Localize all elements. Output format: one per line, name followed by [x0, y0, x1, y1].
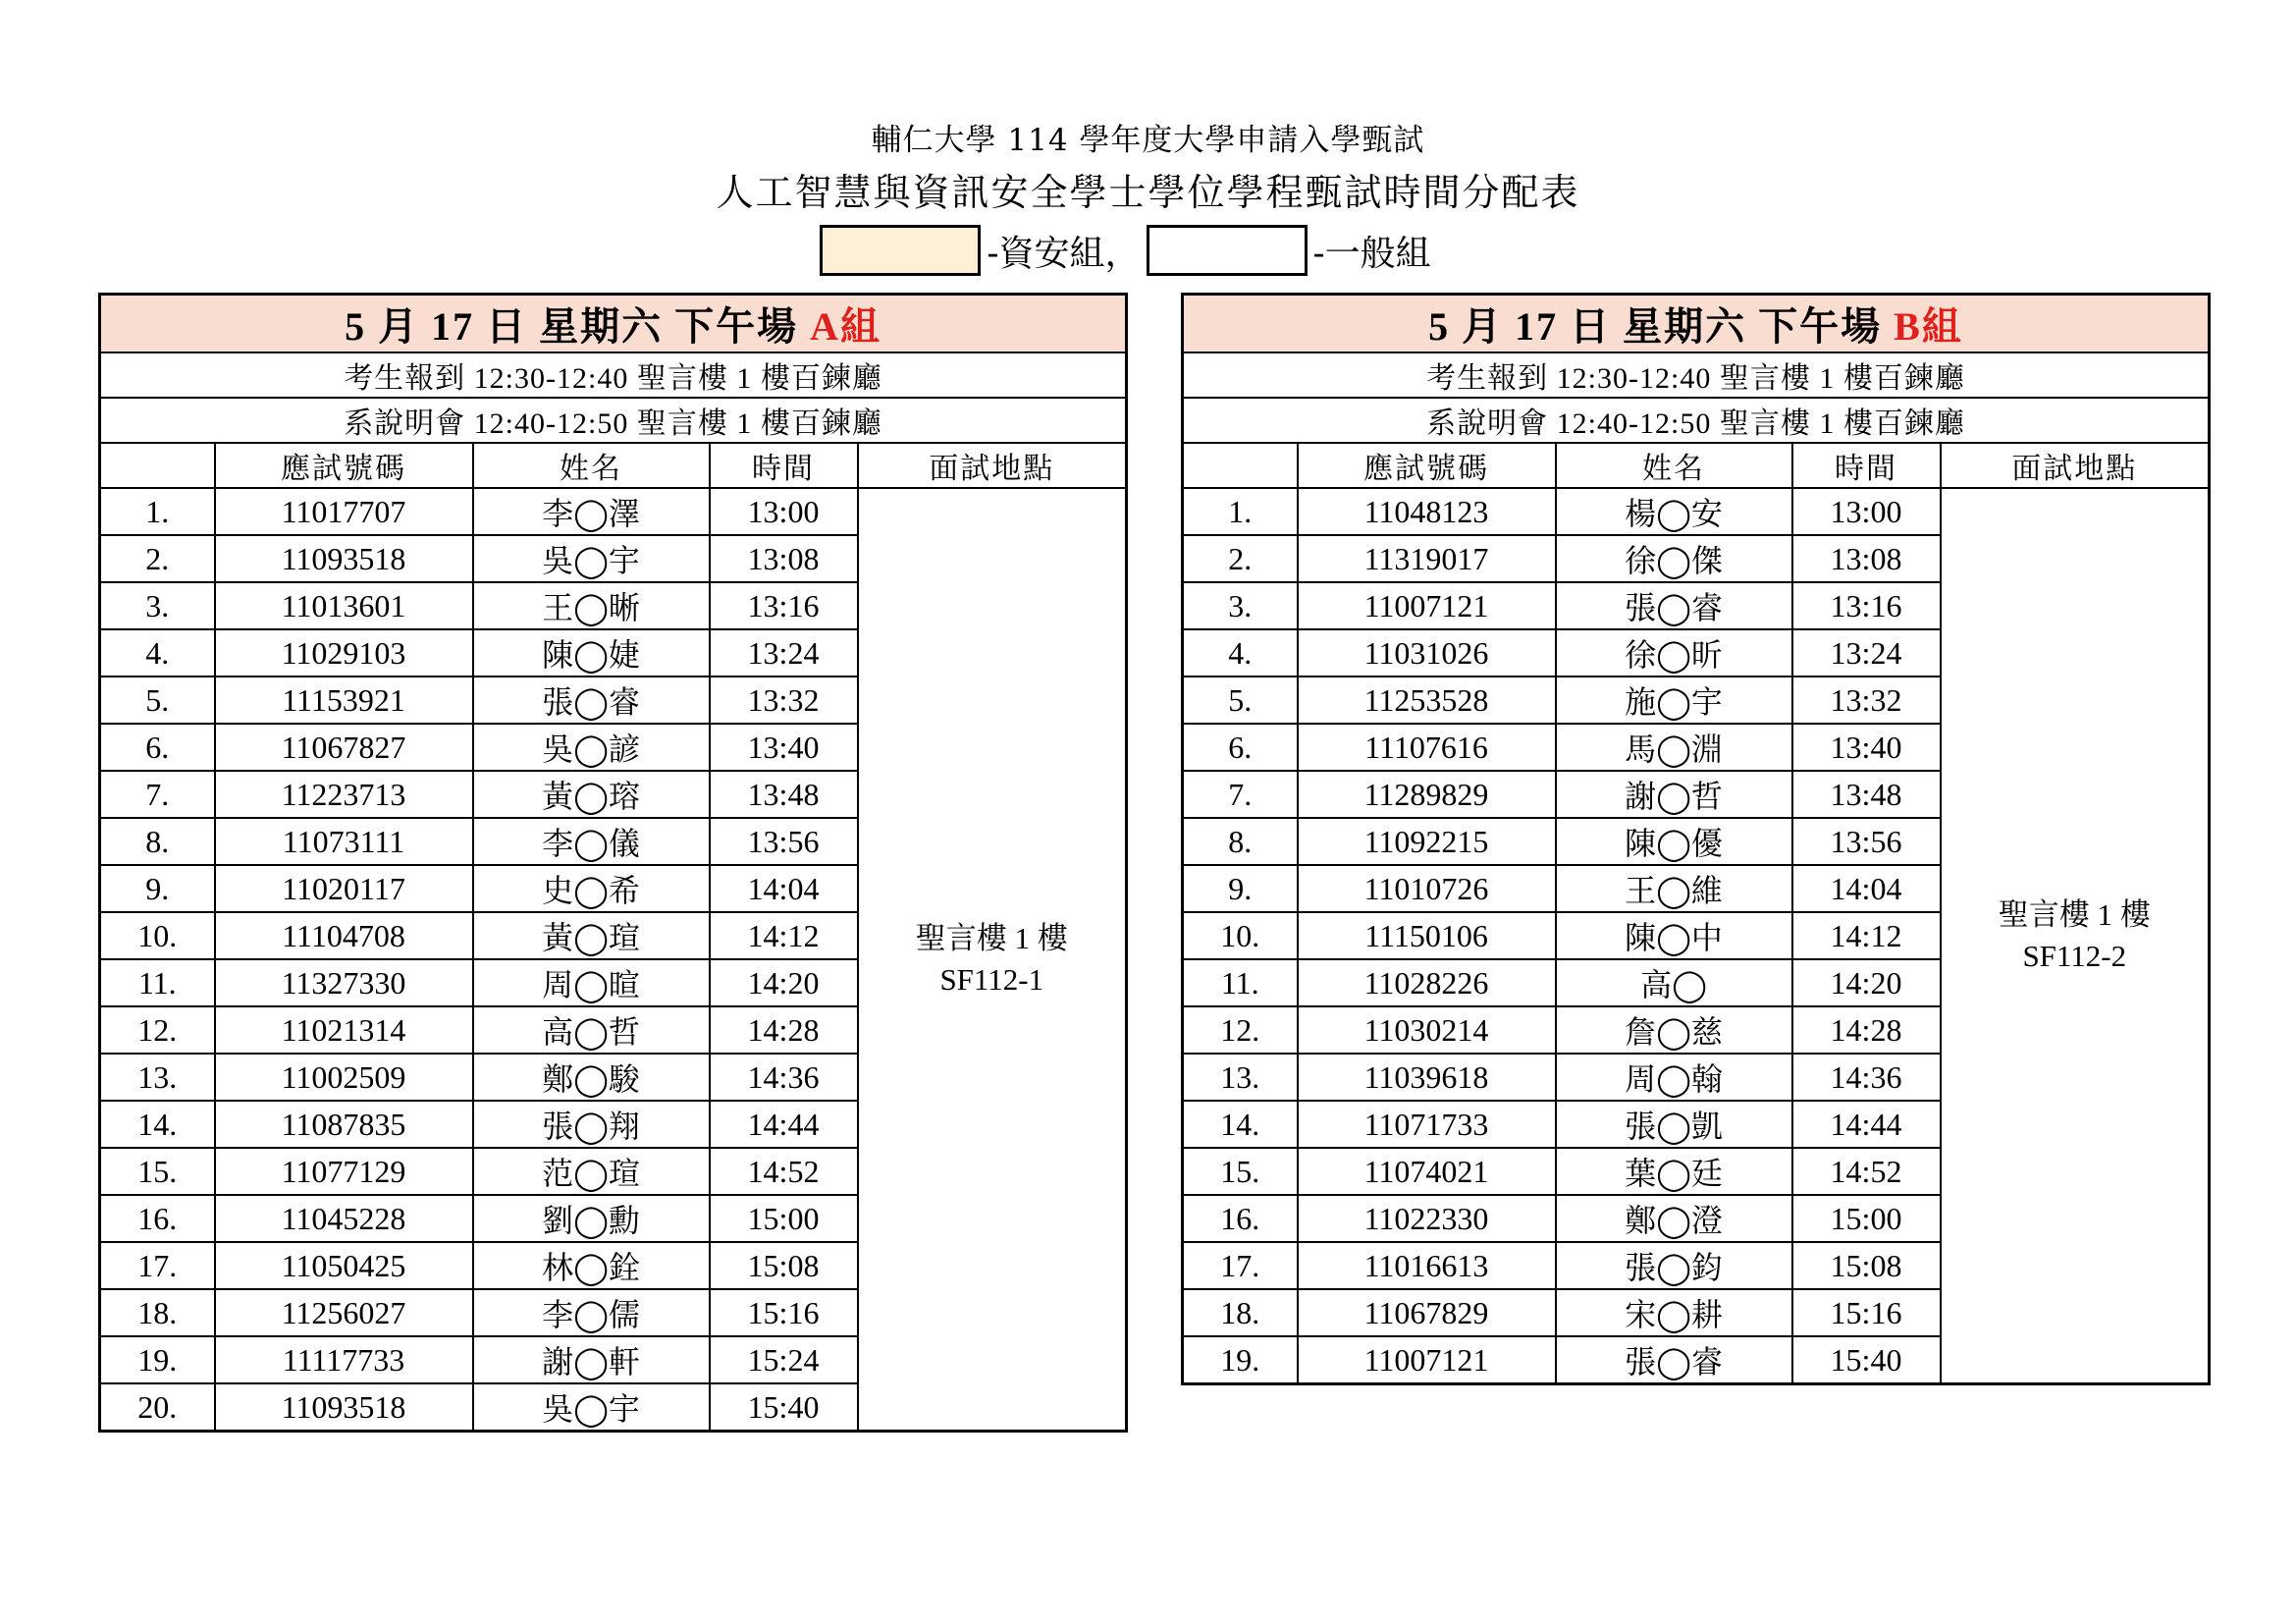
exam-number: 11031026	[1298, 629, 1556, 677]
table-title	[100, 295, 1127, 353]
candidate-name: 鄭◯澄	[1556, 1195, 1792, 1242]
checkin-row	[1183, 352, 2210, 398]
exam-number: 11010726	[1298, 865, 1556, 912]
candidate-name: 宋◯耕	[1556, 1289, 1792, 1336]
legend-swatch-general	[1147, 225, 1308, 276]
candidate-name: 黃◯瑢	[473, 771, 710, 818]
interview-time: 13:00	[710, 488, 858, 535]
row-number: 14.	[1183, 1101, 1298, 1148]
table-title-row	[100, 295, 1127, 353]
row-number: 4.	[100, 629, 215, 677]
candidate-name: 高◯哲	[473, 1006, 710, 1054]
exam-number: 11289829	[1298, 771, 1556, 818]
interview-location	[858, 488, 1127, 1432]
interview-time: 14:20	[1792, 959, 1941, 1006]
interview-time: 15:16	[710, 1289, 858, 1336]
column-header-row	[100, 443, 1127, 488]
table-title-row	[1183, 295, 2210, 353]
column-header-number	[1183, 443, 1298, 488]
candidate-name: 吳◯宇	[473, 535, 710, 582]
checkin-row	[100, 352, 1127, 398]
row-number: 17.	[1183, 1242, 1298, 1289]
interview-time: 13:08	[710, 535, 858, 582]
checkin-info: 考生報到 12:30-12:40 聖言樓 1 樓百鍊廳	[1183, 352, 2210, 398]
column-header-time: 時間	[1792, 443, 1941, 488]
column-header-number	[100, 443, 215, 488]
interview-time: 14:04	[710, 865, 858, 912]
row-number: 18.	[100, 1289, 215, 1336]
row-number: 4.	[1183, 629, 1298, 677]
candidate-name: 謝◯哲	[1556, 771, 1792, 818]
group-letter: A	[810, 304, 840, 349]
exam-number: 11013601	[215, 582, 473, 629]
checkin-info: 考生報到 12:30-12:40 聖言樓 1 樓百鍊廳	[100, 352, 1127, 398]
candidate-name: 李◯儀	[473, 818, 710, 865]
row-number: 16.	[1183, 1195, 1298, 1242]
candidate-name: 周◯翰	[1556, 1054, 1792, 1101]
exam-number: 11017707	[215, 488, 473, 535]
row-number: 18.	[1183, 1289, 1298, 1336]
interview-time: 15:08	[710, 1242, 858, 1289]
exam-number: 11020117	[215, 865, 473, 912]
location-room: SF112-2	[2022, 939, 2127, 973]
table-title	[1183, 295, 2210, 353]
candidate-name: 張◯睿	[1556, 582, 1792, 629]
exam-number: 11117733	[215, 1336, 473, 1383]
row-number: 7.	[1183, 771, 1298, 818]
column-header-row	[1183, 443, 2210, 488]
candidate-name: 張◯鈞	[1556, 1242, 1792, 1289]
row-number: 1.	[1183, 488, 1298, 535]
interview-time: 14:12	[1792, 912, 1941, 959]
candidate-name: 張◯睿	[1556, 1336, 1792, 1384]
candidate-name: 徐◯傑	[1556, 535, 1792, 582]
exam-number: 11253528	[1298, 677, 1556, 724]
column-header-time: 時間	[710, 443, 858, 488]
candidate-name: 劉◯勳	[473, 1195, 710, 1242]
candidate-name: 黃◯瑄	[473, 912, 710, 959]
exam-number: 11045228	[215, 1195, 473, 1242]
briefing-info: 系說明會 12:40-12:50 聖言樓 1 樓百鍊廳	[100, 398, 1127, 443]
interview-time: 13:16	[710, 582, 858, 629]
interview-time: 13:40	[710, 724, 858, 771]
row-number: 13.	[1183, 1054, 1298, 1101]
interview-time: 14:52	[710, 1148, 858, 1195]
candidate-name: 楊◯安	[1556, 488, 1792, 535]
exam-number: 11319017	[1298, 535, 1556, 582]
candidate-name: 王◯晰	[473, 582, 710, 629]
interview-time: 14:44	[710, 1101, 858, 1148]
interview-time: 13:08	[1792, 535, 1941, 582]
row-number: 6.	[100, 724, 215, 771]
candidate-name: 林◯銓	[473, 1242, 710, 1289]
exam-number: 11092215	[1298, 818, 1556, 865]
exam-number: 11048123	[1298, 488, 1556, 535]
row-number: 11.	[100, 959, 215, 1006]
row-number: 13.	[100, 1054, 215, 1101]
group-letter: B	[1894, 304, 1922, 349]
interview-time: 13:40	[1792, 724, 1941, 771]
interview-time: 15:08	[1792, 1242, 1941, 1289]
legend-swatch-security	[820, 225, 981, 276]
column-header-location: 面試地點	[1941, 443, 2210, 488]
interview-time: 14:44	[1792, 1101, 1941, 1148]
interview-time: 15:40	[710, 1383, 858, 1432]
interview-location	[1941, 488, 2210, 1384]
column-header-name: 姓名	[473, 443, 710, 488]
interview-time: 15:24	[710, 1336, 858, 1383]
exam-number: 11087835	[215, 1101, 473, 1148]
exam-number: 11039618	[1298, 1054, 1556, 1101]
column-header-name: 姓名	[1556, 443, 1792, 488]
exam-number: 11093518	[215, 535, 473, 582]
candidate-name: 李◯澤	[473, 488, 710, 535]
interview-time: 13:00	[1792, 488, 1941, 535]
candidate-name: 施◯宇	[1556, 677, 1792, 724]
exam-number: 11028226	[1298, 959, 1556, 1006]
exam-number: 11223713	[215, 771, 473, 818]
row-number: 12.	[1183, 1006, 1298, 1054]
briefing-row	[1183, 398, 2210, 443]
row-number: 8.	[1183, 818, 1298, 865]
interview-time: 13:48	[1792, 771, 1941, 818]
document-title: 輔仁大學 114 學年度大學申請入學甄試	[871, 123, 1425, 158]
candidate-name: 葉◯廷	[1556, 1148, 1792, 1195]
exam-number: 11073111	[215, 818, 473, 865]
session-date-label: 5 月 17 日 星期六 下午場	[345, 304, 799, 349]
interview-time: 14:04	[1792, 865, 1941, 912]
row-number: 6.	[1183, 724, 1298, 771]
exam-number: 11002509	[215, 1054, 473, 1101]
interview-time: 15:40	[1792, 1336, 1941, 1384]
exam-number: 11093518	[215, 1383, 473, 1432]
exam-number: 11327330	[215, 959, 473, 1006]
candidate-name: 詹◯慈	[1556, 1006, 1792, 1054]
column-header-location: 面試地點	[858, 443, 1127, 488]
interview-time: 13:56	[1792, 818, 1941, 865]
exam-number: 11153921	[215, 677, 473, 724]
exam-number: 11021314	[215, 1006, 473, 1054]
column-header-exam-no: 應試號碼	[1298, 443, 1556, 488]
interview-time: 13:32	[710, 677, 858, 724]
exam-number: 11104708	[215, 912, 473, 959]
candidate-name: 張◯睿	[473, 677, 710, 724]
group-legend	[0, 220, 2296, 281]
exam-number: 11007121	[1298, 582, 1556, 629]
briefing-info: 系說明會 12:40-12:50 聖言樓 1 樓百鍊廳	[1183, 398, 2210, 443]
candidate-name: 陳◯婕	[473, 629, 710, 677]
interview-time: 14:36	[1792, 1054, 1941, 1101]
row-number: 15.	[100, 1148, 215, 1195]
row-number: 2.	[1183, 535, 1298, 582]
candidate-name: 周◯暄	[473, 959, 710, 1006]
candidate-name: 高◯	[1556, 959, 1792, 1006]
row-number: 12.	[100, 1006, 215, 1054]
exam-number: 11029103	[215, 629, 473, 677]
candidate-name: 史◯希	[473, 865, 710, 912]
exam-number: 11030214	[1298, 1006, 1556, 1054]
candidate-name: 鄭◯駿	[473, 1054, 710, 1101]
row-number: 19.	[100, 1336, 215, 1383]
row-number: 16.	[100, 1195, 215, 1242]
exam-number: 11067829	[1298, 1289, 1556, 1336]
column-header-exam-no: 應試號碼	[215, 443, 473, 488]
candidate-name: 范◯瑄	[473, 1148, 710, 1195]
location-building: 聖言樓 1 樓	[915, 921, 1068, 955]
candidate-name: 吳◯諺	[473, 724, 710, 771]
interview-time: 14:36	[710, 1054, 858, 1101]
interview-time: 13:32	[1792, 677, 1941, 724]
exam-number: 11077129	[215, 1148, 473, 1195]
candidate-name: 王◯維	[1556, 865, 1792, 912]
interview-time: 14:20	[710, 959, 858, 1006]
exam-number: 11071733	[1298, 1101, 1556, 1148]
interview-time: 13:56	[710, 818, 858, 865]
row-number: 20.	[100, 1383, 215, 1432]
group-suffix: 組	[1921, 304, 1963, 349]
row-number: 9.	[100, 865, 215, 912]
row-number: 15.	[1183, 1148, 1298, 1195]
candidate-name: 陳◯優	[1556, 818, 1792, 865]
schedule-table-group-b	[1181, 293, 2211, 1385]
candidate-name: 李◯儒	[473, 1289, 710, 1336]
row-number: 7.	[100, 771, 215, 818]
candidate-name: 張◯翔	[473, 1101, 710, 1148]
candidate-name: 馬◯淵	[1556, 724, 1792, 771]
row-number: 3.	[1183, 582, 1298, 629]
location-room: SF112-1	[939, 962, 1044, 997]
row-number: 2.	[100, 535, 215, 582]
interview-time: 13:24	[710, 629, 858, 677]
row-number: 17.	[100, 1242, 215, 1289]
location-building: 聖言樓 1 樓	[1998, 897, 2151, 932]
table-row	[1183, 488, 2210, 535]
interview-time: 15:16	[1792, 1289, 1941, 1336]
row-number: 8.	[100, 818, 215, 865]
interview-time: 14:28	[710, 1006, 858, 1054]
interview-time: 13:16	[1792, 582, 1941, 629]
row-number: 14.	[100, 1101, 215, 1148]
interview-time: 14:12	[710, 912, 858, 959]
schedule-table-group-a	[98, 293, 1128, 1433]
exam-number: 11007121	[1298, 1336, 1556, 1384]
exam-number: 11022330	[1298, 1195, 1556, 1242]
candidate-name: 謝◯軒	[473, 1336, 710, 1383]
row-number: 9.	[1183, 865, 1298, 912]
row-number: 5.	[100, 677, 215, 724]
interview-time: 15:00	[710, 1195, 858, 1242]
candidate-name: 陳◯中	[1556, 912, 1792, 959]
exam-number: 11016613	[1298, 1242, 1556, 1289]
interview-time: 13:48	[710, 771, 858, 818]
legend-label-security: -資安組，	[987, 233, 1141, 274]
table-row	[100, 488, 1127, 535]
document-subtitle: 人工智慧與資訊安全學士學位學程甄試時間分配表	[716, 171, 1580, 214]
interview-time: 14:28	[1792, 1006, 1941, 1054]
interview-time: 15:00	[1792, 1195, 1941, 1242]
exam-number: 11150106	[1298, 912, 1556, 959]
exam-number: 11050425	[215, 1242, 473, 1289]
exam-number: 11107616	[1298, 724, 1556, 771]
group-suffix: 組	[839, 304, 881, 349]
session-date-label: 5 月 17 日 星期六 下午場	[1428, 304, 1883, 349]
row-number: 10.	[1183, 912, 1298, 959]
row-number: 19.	[1183, 1336, 1298, 1384]
interview-time: 14:52	[1792, 1148, 1941, 1195]
candidate-name: 吳◯宇	[473, 1383, 710, 1432]
legend-label-general: -一般組	[1312, 233, 1431, 274]
exam-number: 11067827	[215, 724, 473, 771]
row-number: 3.	[100, 582, 215, 629]
candidate-name: 張◯凱	[1556, 1101, 1792, 1148]
document-header	[0, 116, 2296, 281]
row-number: 10.	[100, 912, 215, 959]
exam-number: 11256027	[215, 1289, 473, 1336]
row-number: 1.	[100, 488, 215, 535]
exam-number: 11074021	[1298, 1148, 1556, 1195]
candidate-name: 徐◯昕	[1556, 629, 1792, 677]
row-number: 5.	[1183, 677, 1298, 724]
row-number: 11.	[1183, 959, 1298, 1006]
briefing-row	[100, 398, 1127, 443]
interview-time: 13:24	[1792, 629, 1941, 677]
